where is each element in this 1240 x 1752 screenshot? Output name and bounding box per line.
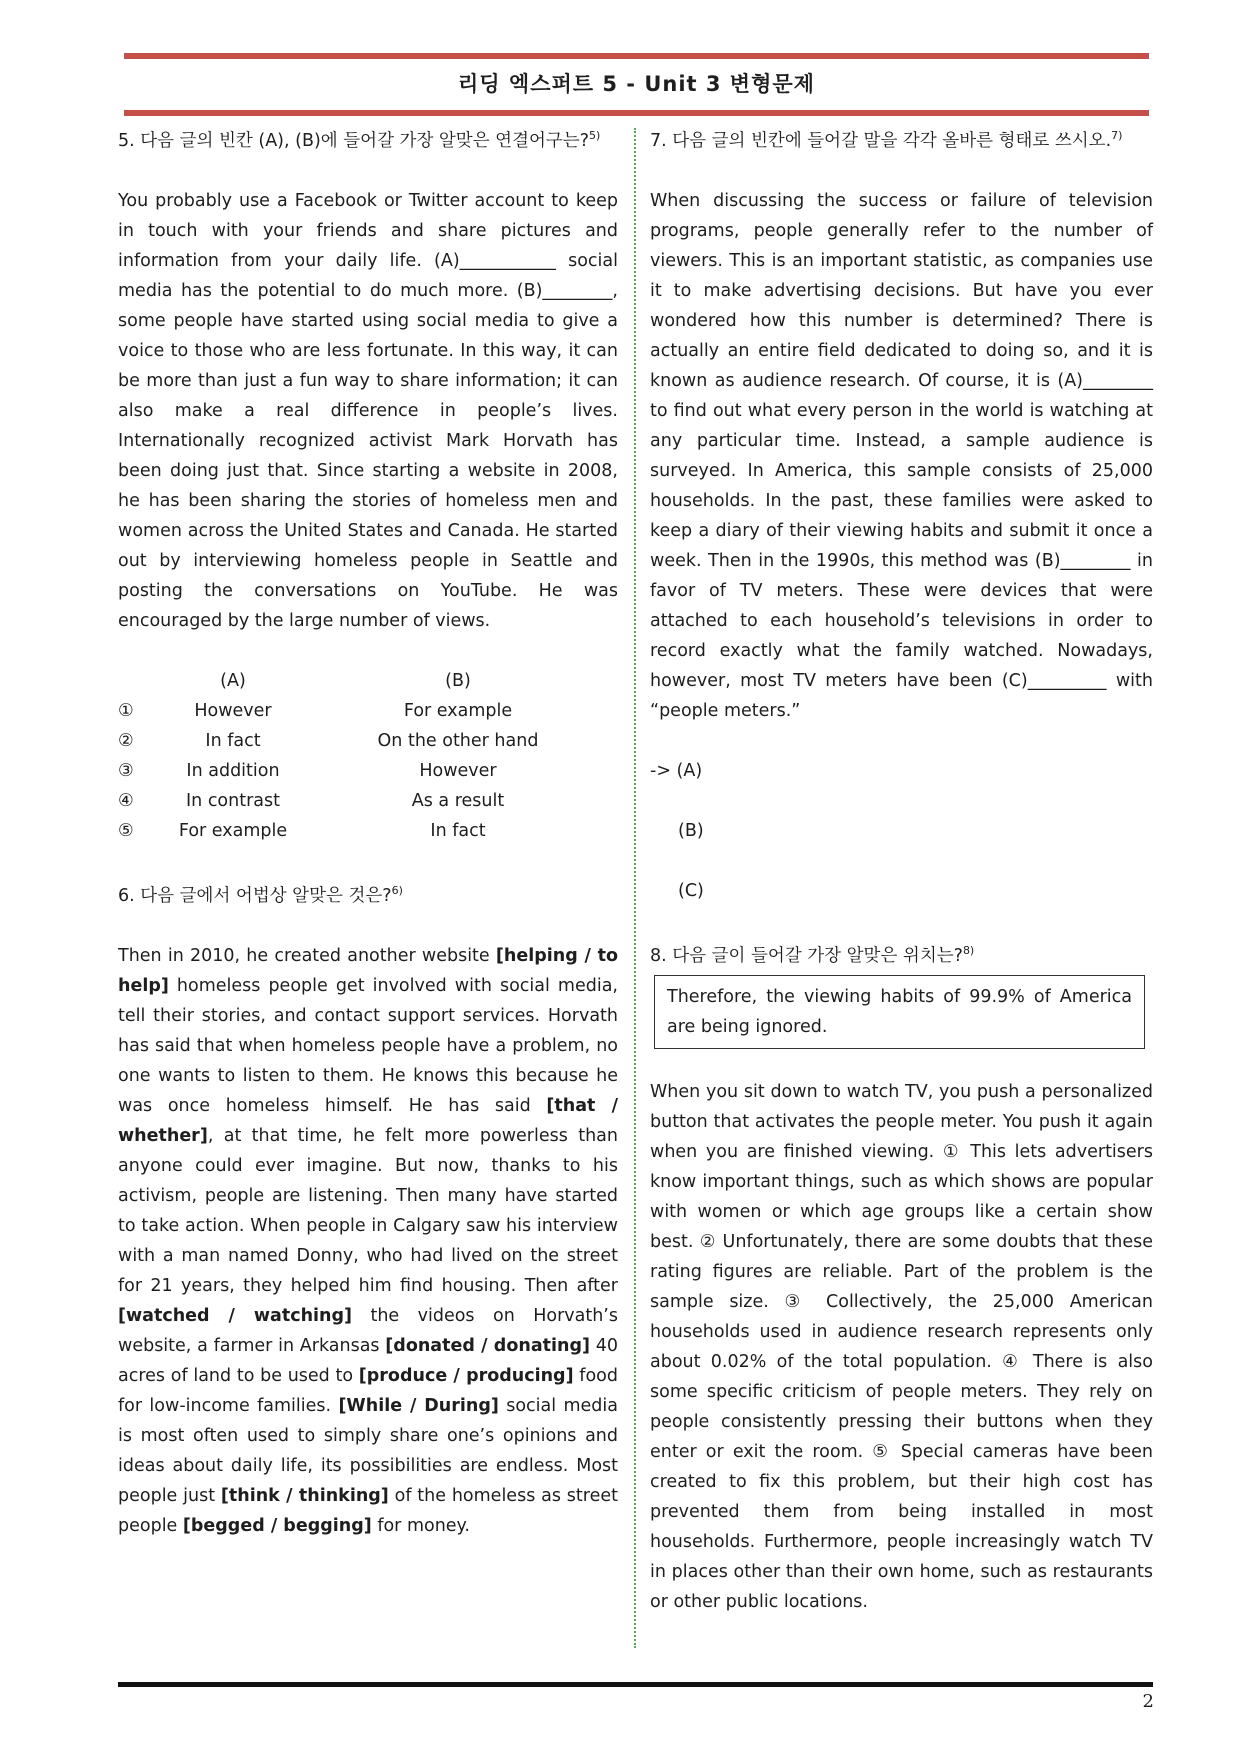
question-5-footnote: 5) bbox=[589, 129, 601, 142]
passage-text: , at that time, he felt more powerless than anyone could ever imagine. But now, thanks to his activism, people are listening. Then many have started to take action. When people in Calgary saw his interview with a man named Donny, who had lived on the street for 21 years, they helped him find housing. Then after bbox=[118, 1125, 618, 1296]
question-5-text: 5. 다음 글의 빈칸 (A), (B)에 들어갈 가장 알맞은 연결어구는? bbox=[118, 130, 589, 151]
question-7-passage: When discussing the success or failure of television programs, people generally refer to the number of viewers. This is an important statistic, as companies use it to make advertising decisions. But have you ever wondered how this number is determined? There is actually an entire field dedicated to doing so, and it is known as audience research. Of course, it is (A)________ to find out what every person in the world is watching at any particular time. Instead, a sample audience is surveyed. In America, this sample consists of 25,000 households. In the past, these families were asked to keep a diary of their viewing habits and submit it once a week. Then in the 1990s, this method was (B)________ in favor of TV meters. These were devices that were attached to each household’s televisions in order to record exactly what the family watched. Nowadays, however, most TV meters have been (C)_________ with “people meters.” bbox=[650, 190, 1153, 721]
option-b-value: As a result bbox=[411, 790, 505, 811]
option-number: ⑤ bbox=[118, 820, 134, 841]
question-8-footnote: 8) bbox=[962, 943, 975, 957]
passage-text: the videos on Horvath’s website, a farmer in Arkansas bbox=[118, 1305, 618, 1356]
question-5-prompt bbox=[118, 121, 618, 156]
question-6-text: 6. 다음 글에서 어법상 알맞은 것은? bbox=[118, 885, 392, 906]
question-5-passage: You probably use a Facebook or Twitter account to keep in touch with your friends and share pictures and information from your daily life. (A)___________ social media has the potential to do much more. (B)________, some people have started using social media to give a voice to those who are less fortunate. In this way, it can be more than just a fun way to share information; it can also make a real difference in people’s lives. Internationally recognized activist Mark Horvath has been doing just that. Since starting a website in 2008, he has been sharing the stories of homeless men and women across the United States and Canada. He started out by interviewing homeless people in Seattle and posting the conversations on YouTube. He was encouraged by the large number of views. bbox=[118, 190, 618, 631]
question-6-passage bbox=[118, 941, 618, 1541]
right-column bbox=[650, 121, 1153, 1647]
option-row[interactable] bbox=[118, 786, 618, 816]
option-a-value: In contrast bbox=[186, 790, 280, 811]
insert-sentence-box: Therefore, the viewing habits of 99.9% of America are being ignored. bbox=[654, 975, 1145, 1049]
question-7-text: 7. 다음 글의 빈칸에 들어갈 말을 각각 올바른 형태로 쓰시오. bbox=[650, 130, 1112, 151]
question-8-text: 8. 다음 글이 들어갈 가장 알맞은 위치는? bbox=[650, 945, 963, 966]
passage-text: Then in 2010, he created another website bbox=[118, 945, 496, 966]
option-a-value: In fact bbox=[205, 730, 261, 751]
answer-line-b[interactable]: (B) bbox=[678, 820, 704, 841]
question-8-passage: When you sit down to watch TV, you push a personalized button that activates the people meter. You push it again when you are finished viewing. ① This lets advertisers know important things, such as which shows are popular with women or which age groups like a certain show best. ② Unfortunately, there are some doubts that these rating figures are reliable. Part of the problem is the sample size. ③ Collectively, the 25,000 American households used in audience research represents only about 0.02% of the total population. ④ There is also some specific criticism of people meters. They rely on people consistently pressing their buttons when they enter or exit the room. ⑤ Special cameras have been created to fix this problem, but their high cost has prevented them from being installed in most households. Furthermore, people increasingly watch TV in places other than their own home, such as restaurants or other public locations. bbox=[650, 1081, 1153, 1612]
option-row[interactable] bbox=[118, 816, 618, 846]
answer-line-a[interactable]: -> (A) bbox=[650, 760, 703, 781]
grammar-choice[interactable]: [While / During] bbox=[338, 1395, 499, 1416]
question-6-prompt bbox=[118, 876, 618, 911]
option-number: ③ bbox=[118, 760, 134, 781]
header-top-rule bbox=[124, 53, 1149, 59]
passage-text: social media is most often used to simply share one’s opinions and ideas about daily life, its possibilities are endless. Most people just bbox=[118, 1395, 618, 1506]
option-number: ① bbox=[118, 700, 134, 721]
option-b-value: On the other hand bbox=[377, 730, 539, 751]
options-header-b: (B) bbox=[445, 670, 471, 691]
passage-text: of the homeless as street people bbox=[118, 1485, 618, 1536]
passage-text: for money. bbox=[371, 1515, 470, 1536]
question-7-prompt bbox=[650, 121, 1153, 156]
grammar-choice[interactable]: [begged / begging] bbox=[182, 1515, 372, 1536]
question-6-footnote: 6) bbox=[391, 883, 403, 897]
option-a-value: However bbox=[194, 700, 272, 721]
option-b-value: In fact bbox=[430, 820, 486, 841]
passage-text: homeless people get involved with social media, tell their stories, and contact support services. Horvath has said that when homeless people have a problem, no one wants to listen to them. He knows this because he was once homeless himself. He has said bbox=[118, 975, 618, 1116]
options-header bbox=[118, 666, 618, 696]
question-7-footnote: 7) bbox=[1111, 129, 1123, 142]
passage-text: food for low-income families. bbox=[118, 1365, 618, 1416]
option-row[interactable] bbox=[118, 756, 618, 786]
page-title: 리딩 엑스퍼트 5 - Unit 3 변형문제 bbox=[458, 72, 815, 96]
grammar-choice[interactable]: [donated / donating] bbox=[385, 1335, 590, 1356]
grammar-choice[interactable]: [produce / producing] bbox=[358, 1365, 574, 1386]
question-5-options bbox=[118, 666, 618, 846]
page-number: 2 bbox=[1142, 1691, 1154, 1712]
grammar-choice[interactable]: [that / whether] bbox=[118, 1095, 618, 1146]
answer-line-c[interactable]: (C) bbox=[678, 880, 704, 901]
question-8-prompt bbox=[650, 936, 1153, 971]
footer-rule bbox=[118, 1682, 1153, 1687]
options-header-a: (A) bbox=[220, 670, 246, 691]
left-column bbox=[118, 121, 618, 1571]
option-b-value: However bbox=[419, 760, 497, 781]
option-a-value: In addition bbox=[186, 760, 280, 781]
option-number: ② bbox=[118, 730, 134, 751]
option-row[interactable] bbox=[118, 726, 618, 756]
column-divider bbox=[634, 128, 636, 1648]
option-b-value: For example bbox=[403, 700, 513, 721]
option-number: ④ bbox=[118, 790, 134, 811]
grammar-choice[interactable]: [helping / to help] bbox=[118, 945, 618, 996]
grammar-choice[interactable]: [watched / watching] bbox=[118, 1305, 353, 1326]
grammar-choice[interactable]: [think / thinking] bbox=[220, 1485, 389, 1506]
header-bottom-rule bbox=[124, 110, 1149, 116]
passage-text: 40 acres of land to be used to bbox=[118, 1335, 618, 1386]
option-a-value: For example bbox=[178, 820, 288, 841]
option-row[interactable] bbox=[118, 696, 618, 726]
